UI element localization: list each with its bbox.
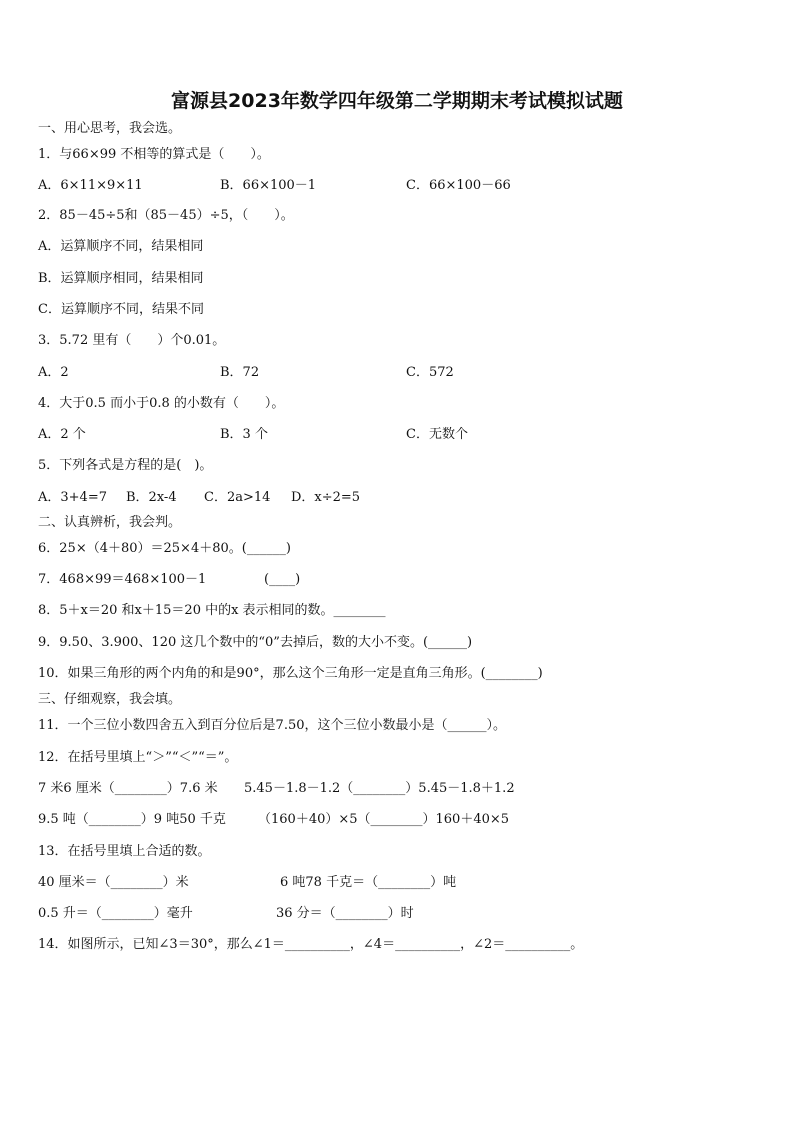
q1-option-a: A．6×11×9×11 (38, 178, 143, 193)
question-14: 14．如图所示，已知∠3＝30°，那么∠1＝__________，∠4＝__________，∠2＝__________。 (38, 937, 584, 952)
question-2: 2．85－45÷5和（85－45）÷5，（ ）。 (38, 208, 294, 223)
question-11: 11．一个三位小数四舍五入到百分位后是7.50，这个三位小数最小是（______）。 (38, 718, 506, 733)
q1-option-b: B．66×100－1 (220, 178, 317, 193)
question-8: 8．5＋x＝20 和x＋15＝20 中的x 表示相同的数。________ (38, 603, 386, 618)
question-10: 10．如果三角形的两个内角的和是90°，那么这个三角形一定是直角三角形。(________) (38, 666, 543, 681)
question-5: 5．下列各式是方程的是( )。 (38, 458, 213, 473)
question-1: 1．与66×99 不相等的算式是（ ）。 (38, 147, 270, 162)
section-heading-1: 一、用心思考，我会选。 (38, 121, 182, 136)
q13-row1-left: 40 厘米＝（________）米 (38, 875, 189, 890)
q3-option-c: C．572 (406, 365, 454, 380)
section-heading-3: 三、仔细观察，我会填。 (38, 692, 182, 707)
question-13: 13．在括号里填上合适的数。 (38, 844, 211, 859)
q5-option-c: C．2a>14 (204, 490, 271, 505)
q5-option-b: B．2x-4 (126, 490, 177, 505)
q3-option-b: B．72 (220, 365, 260, 380)
q12-row2-right: （160＋40）×5（________）160＋40×5 (258, 812, 510, 827)
question-4: 4．大于0.5 而小于0.8 的小数有（ ）。 (38, 396, 285, 411)
q2-option-a: A．运算顺序不同，结果相同 (38, 239, 204, 254)
question-9: 9．9.50、3.900、120 这几个数中的“0”去掉后，数的大小不变。(______) (38, 635, 473, 650)
q5-option-d: D．x÷2=5 (291, 490, 361, 505)
q3-option-a: A．2 (38, 365, 69, 380)
question-7: 7．468×99＝468×100－1 (38, 572, 207, 587)
q12-row1-left: 7 米6 厘米（________）7.6 米 (38, 781, 218, 796)
q12-row1-right: 5.45－1.8－1.2（________）5.45－1.8＋1.2 (244, 781, 515, 796)
q2-option-b: B．运算顺序相同，结果相同 (38, 271, 204, 286)
page-title: 富源县2023年数学四年级第二学期期末考试模拟试题 (171, 90, 623, 112)
question-3: 3．5.72 里有（ ）个0.01。 (38, 333, 226, 348)
q1-option-c: C．66×100－66 (406, 178, 511, 193)
q12-row2-left: 9.5 吨（________）9 吨50 千克 (38, 812, 226, 827)
q4-option-c: C．无数个 (406, 427, 468, 442)
q13-row2-left: 0.5 升＝（________）毫升 (38, 906, 193, 921)
q5-option-a: A．3+4=7 (38, 490, 107, 505)
question-12: 12．在括号里填上“＞”“＜”“＝”。 (38, 750, 238, 765)
section-heading-2: 二、认真辨析，我会判。 (38, 515, 182, 530)
question-6: 6．25×（4＋80）＝25×4＋80。(______) (38, 541, 291, 556)
question-7-blank: (____) (264, 572, 301, 587)
q4-option-b: B．3 个 (220, 427, 268, 442)
q4-option-a: A．2 个 (38, 427, 86, 442)
q13-row1-right: 6 吨78 千克＝（________）吨 (280, 875, 457, 890)
q2-option-c: C．运算顺序不同，结果不同 (38, 302, 204, 317)
q13-row2-right: 36 分＝（________）时 (276, 906, 414, 921)
